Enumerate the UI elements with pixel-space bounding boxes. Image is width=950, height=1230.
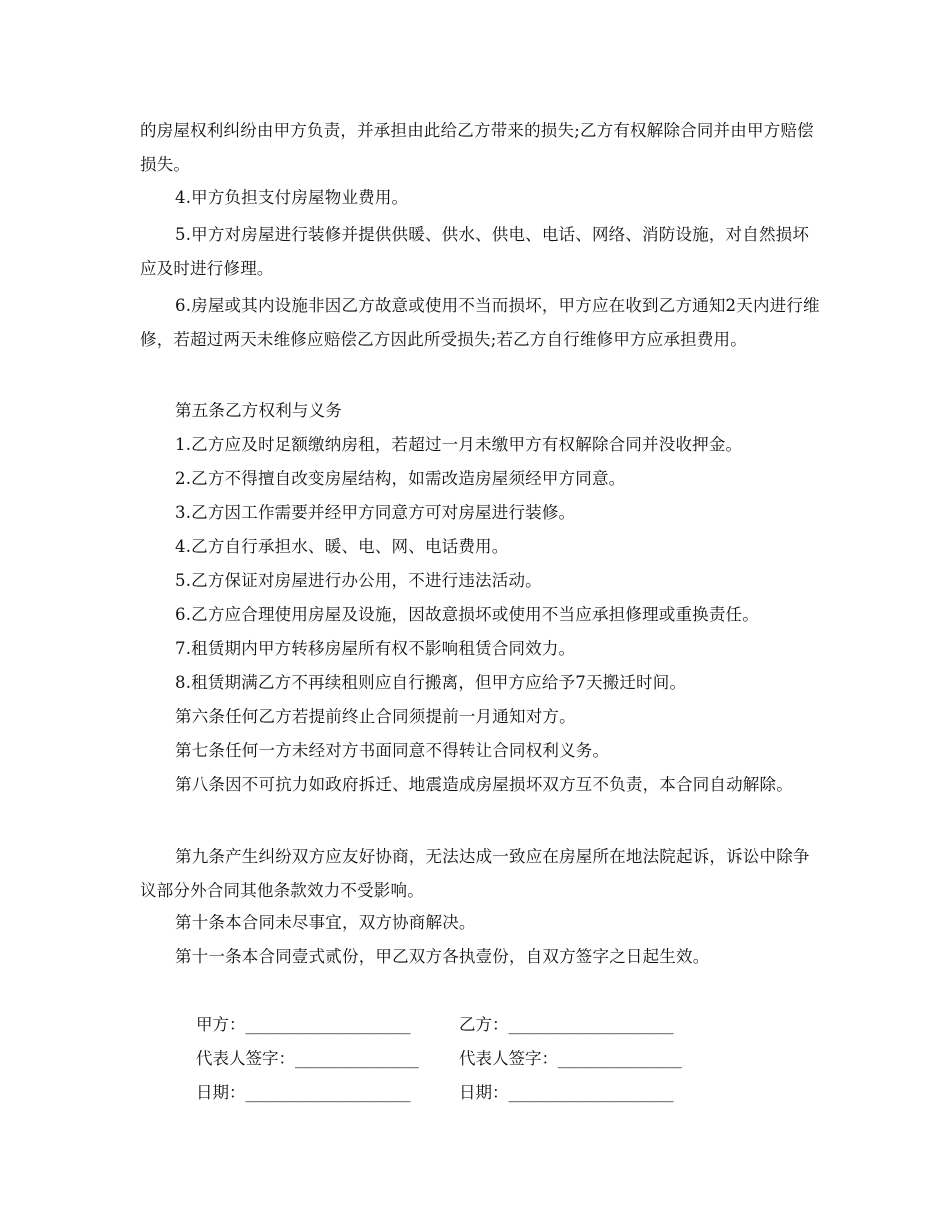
clause-4-5: 5.甲方对房屋进行装修并提供供暖、供水、供电、电话、网络、消防设施，对自然损坏应及时进行修理。 — [140, 225, 810, 278]
clause-5-7: 7.租赁期内甲方转移房屋所有权不影响租赁合同效力。 — [175, 639, 576, 658]
clause-5-5: 5.乙方保证对房屋进行办公用，不进行违法活动。 — [175, 571, 542, 590]
article-5-heading: 第五条乙方权利与义务 — [175, 401, 342, 420]
party-b-date-line: 日期：____________________ — [458, 1082, 674, 1102]
clause-5-3: 3.乙方因工作需要并经甲方同意方可对房屋进行装修。 — [175, 503, 576, 522]
party-b-representative-line: 代表人签字：_______________ — [458, 1048, 682, 1068]
clause-5-4: 4.乙方自行承担水、暖、电、网、电话费用。 — [175, 537, 509, 556]
party-b-signature-line: 乙方：____________________ — [458, 1014, 674, 1034]
clause-5-8: 8.租赁期满乙方不再续租则应自行搬离，但甲方应给予7天搬迁时间。 — [175, 673, 687, 692]
clause-5-2: 2.乙方不得擅自改变房屋结构，如需改造房屋须经甲方同意。 — [175, 469, 626, 488]
article-9: 第九条产生纠纷双方应友好协商，无法达成一致应在房屋所在地法院起诉，诉讼中除争议部分外合同其他条款效力不受影响。 — [140, 847, 810, 900]
clause-5-6: 6.乙方应合理使用房屋及设施，因故意损坏或使用不当应承担修理或重换责任。 — [175, 605, 759, 624]
party-a-date-line: 日期：____________________ — [195, 1082, 411, 1102]
signature-row-date — [175, 1042, 775, 1143]
article-6: 第六条任何乙方若提前终止合同须提前一月通知对方。 — [175, 707, 576, 726]
clause-5-1: 1.乙方应及时足额缴纳房租，若超过一月未缴甲方有权解除合同并没收押金。 — [175, 435, 743, 454]
article-7: 第七条任何一方未经对方书面同意不得转让合同权利义务。 — [175, 741, 610, 760]
article-8: 第八条因不可抗力如政府拆迁、地震造成房屋损坏双方互不负责，本合同自动解除。 — [175, 775, 793, 794]
clause-4-6: 6.房屋或其内设施非因乙方故意或使用不当而损坏，甲方应在收到乙方通知2天内进行维修，若超过两天未维修应赔偿乙方因此所受损失;若乙方自行维修甲方应承担费用。 — [140, 296, 820, 349]
article-11: 第十一条本合同壹式贰份，甲乙双方各执壹份，自双方签字之日起生效。 — [175, 947, 710, 966]
clause-continuation: 的房屋权利纠纷由甲方负责，并承担由此给乙方带来的损失;乙方有权解除合同并由甲方赔偿损失。 — [140, 121, 814, 174]
party-a-signature-line: 甲方：____________________ — [195, 1014, 411, 1034]
party-a-representative-line: 代表人签字：_______________ — [195, 1048, 419, 1068]
clause-4-4: 4.甲方负担支付房屋物业费用。 — [175, 188, 409, 207]
article-10: 第十条本合同未尽事宜，双方协商解决。 — [175, 913, 476, 932]
